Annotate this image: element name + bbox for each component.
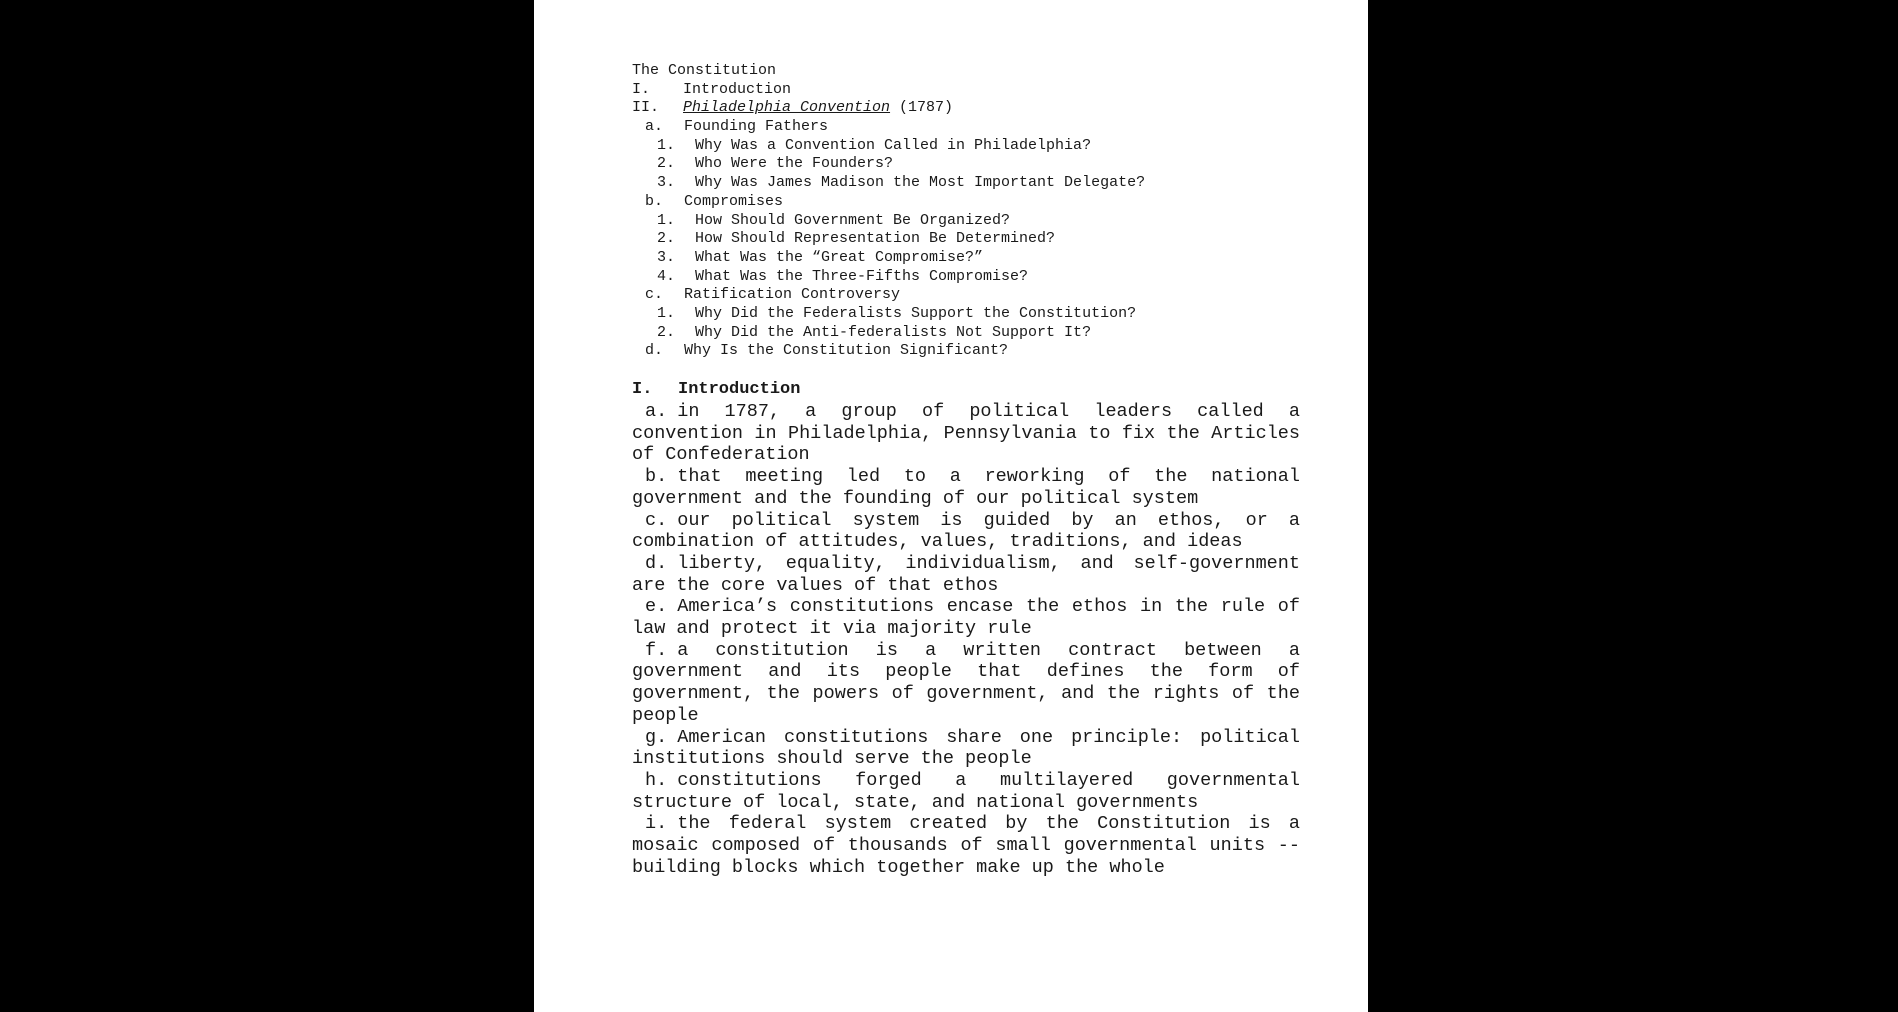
outline-item xyxy=(632,99,1300,118)
outline-item-number: 4. xyxy=(657,267,676,285)
paragraph xyxy=(632,813,1300,878)
outline-item-text: How Should Representation Be Determined? xyxy=(695,230,1056,248)
paragraph xyxy=(632,727,1300,770)
outline-item-text: Compromises xyxy=(684,192,784,210)
paragraph xyxy=(632,640,1300,727)
outline-item xyxy=(632,155,1300,174)
section-paragraphs xyxy=(632,401,1300,878)
outline-item xyxy=(632,324,1300,343)
paragraph-number: i. xyxy=(645,813,668,835)
paragraph-text: a constitution is a written contract between a government and its people that defines the form of government, the powers of government, and the rights of the people xyxy=(632,639,1300,726)
outline-item-text: Why Was James Madison the Most Important Delegate? xyxy=(695,174,1146,192)
outline-item-number: 3. xyxy=(657,248,676,266)
paragraph xyxy=(632,466,1300,509)
section-heading xyxy=(632,379,1300,401)
paragraph-number: g. xyxy=(645,726,668,748)
outline-item xyxy=(632,212,1300,231)
outline-item xyxy=(632,305,1300,324)
paragraph-text: American constitutions share one principle: political institutions should serve the people xyxy=(632,726,1300,770)
paragraph-text: in 1787, a group of political leaders called a convention in Philadelphia, Pennsylvania to fix the Articles of Confederation xyxy=(632,401,1300,466)
paragraph-text: that meeting led to a reworking of the national government and the founding of our political system xyxy=(632,466,1300,509)
paragraph xyxy=(632,770,1300,813)
document-page xyxy=(534,0,1368,1012)
outline-item-text: Introduction xyxy=(683,80,792,98)
paragraph-text: America’s constitutions encase the ethos in the rule of law and protect it via majority rule xyxy=(632,596,1300,640)
paragraph-text: the federal system created by the Constitution is a mosaic composed of thousands of small governmental units -- building blocks which together make up the whole xyxy=(632,813,1300,878)
paragraph xyxy=(632,401,1300,466)
paragraph-number: f. xyxy=(645,639,668,661)
outline-item xyxy=(632,81,1300,100)
paragraph-text: liberty, equality, individualism, and self-government are the core values of that ethos xyxy=(632,552,1300,596)
outline-title xyxy=(632,62,1300,81)
outline-item-number: 2. xyxy=(657,323,676,341)
outline-item xyxy=(632,268,1300,287)
outline-item xyxy=(632,286,1300,305)
outline-item-text: Why Did the Anti-federalists Not Support It? xyxy=(695,323,1092,341)
outline-item-text: Founding Fathers xyxy=(684,118,829,136)
outline-item-number: a. xyxy=(645,118,664,136)
outline-item-text: What Was the “Great Compromise?” xyxy=(695,248,984,266)
paragraph xyxy=(632,553,1300,596)
outline-item-text: The Constitution xyxy=(632,62,777,79)
paragraph xyxy=(632,596,1300,639)
outline-item-text: Why Is the Constitution Significant? xyxy=(684,342,1009,360)
outline-item-number: 3. xyxy=(657,174,676,192)
outline-item-number: 1. xyxy=(657,211,676,229)
paragraph-number: b. xyxy=(645,466,668,488)
outline-item xyxy=(632,230,1300,249)
outline-item-link[interactable]: Philadelphia Convention xyxy=(683,99,891,117)
paragraph-number: e. xyxy=(645,596,668,618)
outline-list xyxy=(632,62,1300,361)
outline-item xyxy=(632,174,1300,193)
outline-item-suffix: (1787) xyxy=(890,99,954,117)
paragraph-number: h. xyxy=(645,769,668,791)
outline-item-number: 2. xyxy=(657,230,676,248)
paragraph-text: our political system is guided by an ethos, or a combination of attitudes, values, traditions, and ideas xyxy=(632,509,1300,553)
page-content xyxy=(632,62,1300,878)
outline-item-text: Ratification Controversy xyxy=(684,286,901,304)
outline-item xyxy=(632,118,1300,137)
section-title: Introduction xyxy=(678,380,801,399)
outline-item xyxy=(632,342,1300,361)
outline-item xyxy=(632,249,1300,268)
outline-item-number: I. xyxy=(632,80,651,98)
outline-item-text: What Was the Three-Fifths Compromise? xyxy=(695,267,1029,285)
outline-item-text: Why Was a Convention Called in Philadelphia? xyxy=(695,136,1092,154)
paragraph-number: d. xyxy=(645,552,668,574)
section-number: I. xyxy=(632,380,653,399)
paragraph-text: constitutions forged a multilayered governmental structure of local, state, and national governments xyxy=(632,769,1300,813)
outline-item-text: Who Were the Founders? xyxy=(695,155,894,173)
outline-item-number: 1. xyxy=(657,304,676,322)
paragraph-number: c. xyxy=(645,509,668,531)
outline-item xyxy=(632,137,1300,156)
outline-item-text: How Should Government Be Organized? xyxy=(695,211,1011,229)
paragraph-number: a. xyxy=(645,401,668,422)
outline-item-number: 2. xyxy=(657,155,676,173)
outline-item-number: c. xyxy=(645,286,664,304)
outline-item-number: 1. xyxy=(657,136,676,154)
paragraph xyxy=(632,510,1300,553)
outline-item xyxy=(632,193,1300,212)
outline-item-number: d. xyxy=(645,342,664,360)
outline-item-text: Why Did the Federalists Support the Constitution? xyxy=(695,304,1137,322)
outline-item-number: II. xyxy=(632,99,660,117)
outline-item-number: b. xyxy=(645,192,664,210)
